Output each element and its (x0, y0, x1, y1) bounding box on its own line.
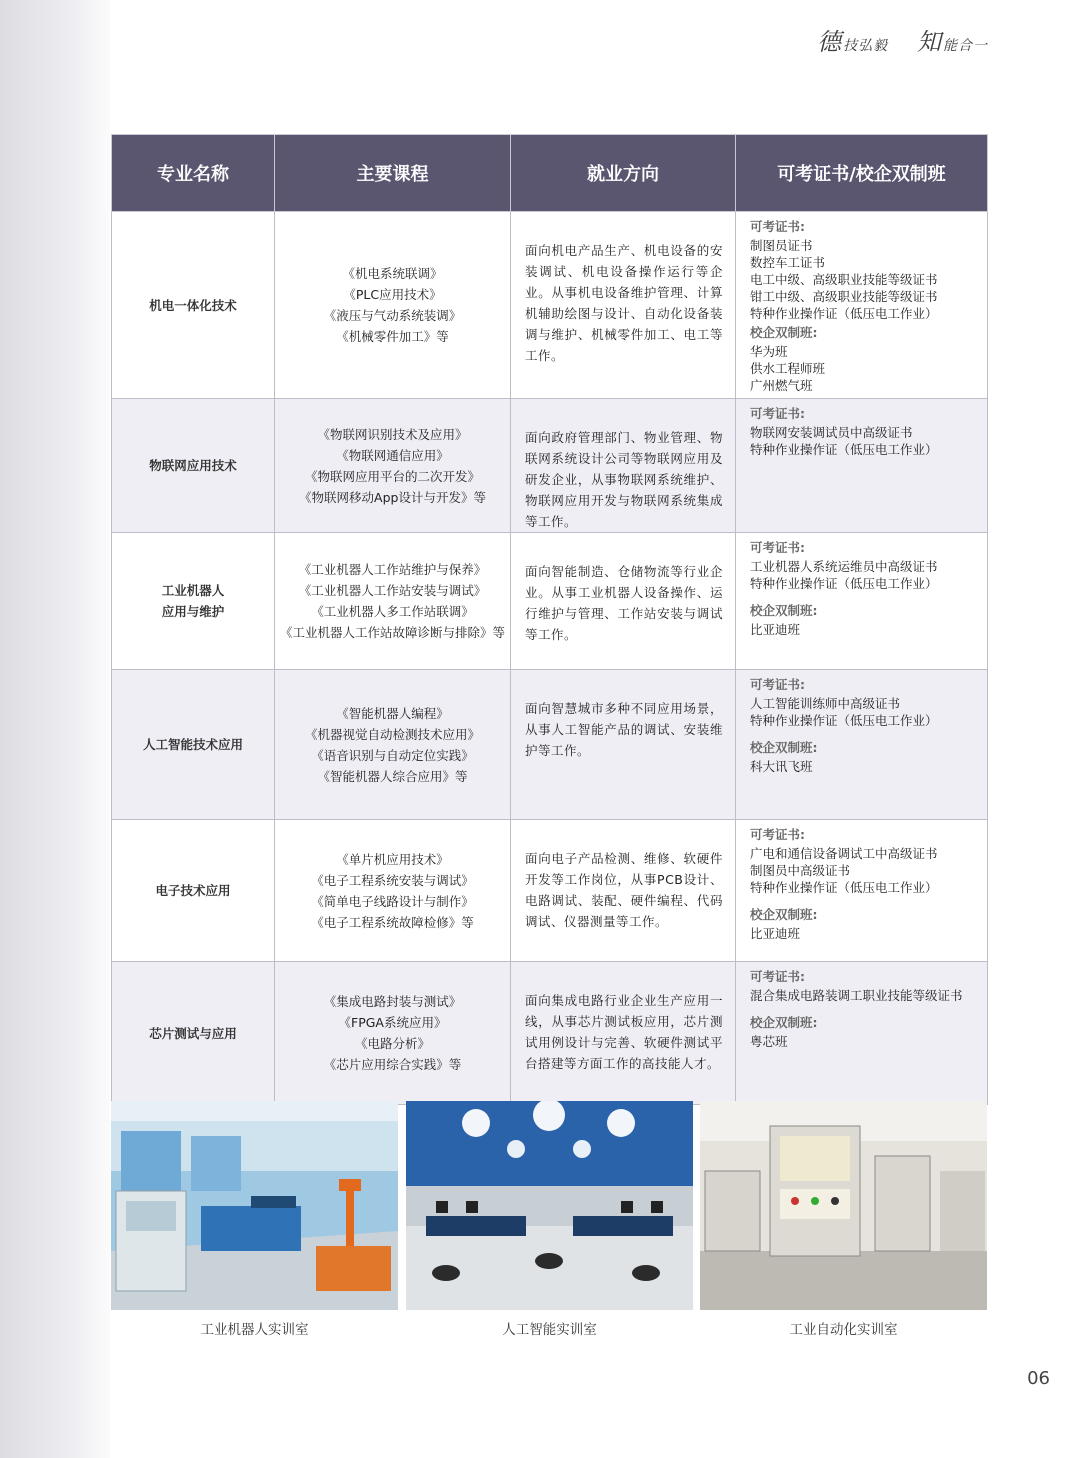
certificate-item: 数控车工证书 (750, 255, 826, 270)
career-direction-text: 面向集成电路行业企业生产应用一线，从事芯片测试板应用，芯片测试用例设计与完善、软硬件测试平台搭建等方面工作的高技能人才。 (525, 993, 723, 1071)
course-item: 《智能机器人综合应用》等 (317, 768, 468, 784)
major-name: 电子技术应用 (155, 883, 231, 898)
certificate-item: 制图员证书 (750, 238, 813, 253)
courses-cell (275, 670, 511, 820)
major-name-cell (112, 533, 275, 670)
course-item: 《机电系统联调》 (342, 266, 443, 281)
major-name-cell (112, 670, 275, 820)
course-item: 《PLC应用技术》 (343, 287, 442, 302)
table-header-row (112, 135, 988, 212)
certificate-item: 广电和通信设备调试工中高级证书 (750, 846, 938, 861)
course-item: 《FPGA系统应用》 (338, 1015, 447, 1030)
joint-class-label: 校企双制班: (750, 907, 818, 922)
courses-cell (275, 962, 511, 1105)
major-name: 工业机器人 (161, 583, 225, 598)
course-item: 《电路分析》 (354, 1036, 430, 1051)
course-item: 《工业机器人工作站故障诊断与排除》等 (279, 625, 505, 640)
header-career-direction: 就业方向 (511, 135, 736, 212)
career-direction-text: 面向智慧城市多种不同应用场景，从事人工智能产品的调试、安装维护等工作。 (525, 701, 723, 758)
joint-class-label: 校企双制班: (750, 603, 818, 618)
career-direction-cell (511, 212, 736, 399)
certificate-item: 工业机器人系统运维员中高级证书 (750, 559, 938, 574)
certificates-cell (736, 533, 988, 670)
school-motto (817, 22, 988, 57)
page-number: 06 (1027, 1368, 1050, 1389)
certificate-item: 钳工中级、高级职业技能等级证书 (750, 289, 938, 304)
major-name: 应用与维护 (161, 604, 225, 619)
header-major-name: 专业名称 (112, 135, 275, 212)
major-name-cell (112, 962, 275, 1105)
certificate-item: 混合集成电路装调工职业技能等级证书 (750, 988, 963, 1003)
major-name-cell (112, 820, 275, 962)
certificate-label: 可考证书: (750, 540, 805, 555)
table-row (112, 212, 988, 399)
caption-automation-room: 工业自动化实训室 (789, 1322, 898, 1338)
courses-cell (275, 399, 511, 533)
automation-room-photo (700, 1101, 987, 1310)
course-item: 《电子工程系统安装与调试》 (311, 872, 474, 888)
course-item: 《工业机器人工作站安装与调试》 (298, 583, 487, 598)
certificate-label: 可考证书: (750, 969, 805, 984)
joint-class-label: 校企双制班: (750, 325, 818, 340)
courses-cell (275, 212, 511, 399)
major-name-cell (112, 212, 275, 399)
course-item: 《简单电子线路设计与制作》 (311, 893, 474, 909)
header-main-courses: 主要课程 (275, 135, 511, 212)
course-item: 《机械零件加工》等 (336, 329, 449, 344)
joint-class-item: 粤芯班 (750, 1034, 788, 1049)
career-direction-text: 面向电子产品检测、维修、软硬件开发等工作岗位，从事PCB设计、电路调试、装配、硬件编程、代码调试、仪器测量等工作。 (525, 851, 723, 929)
career-direction-cell (511, 820, 736, 962)
motto-char-2: 知 (917, 28, 943, 56)
certificate-item: 制图员中高级证书 (750, 863, 851, 878)
courses-cell (275, 820, 511, 962)
caption-industrial-robot-room: 工业机器人实训室 (200, 1322, 309, 1338)
joint-class-item: 华为班 (750, 344, 788, 359)
joint-class-item: 供水工程师班 (750, 361, 826, 376)
spacer (750, 1004, 979, 1012)
table-row (112, 399, 988, 533)
spacer (750, 592, 979, 600)
career-direction-cell (511, 962, 736, 1105)
certificate-label: 可考证书: (750, 677, 805, 692)
certificate-label: 可考证书: (750, 219, 805, 234)
joint-class-item: 比亚迪班 (750, 622, 801, 637)
industrial-robot-room-photo (111, 1101, 398, 1310)
major-name-cell (112, 399, 275, 533)
career-direction-text: 面向机电产品生产、机电设备的安装调试、机电设备操作运行等企业。从事机电设备维护管理、计算机辅助绘图与设计、自动化设备装调与维护、机械零件加工、电工等工作。 (525, 243, 723, 363)
certificate-item: 电工中级、高级职业技能等级证书 (750, 272, 938, 287)
certificate-item: 特种作业操作证（低压电工作业） (750, 880, 938, 895)
joint-class-item: 广州燃气班 (750, 378, 813, 393)
course-item: 《电子工程系统故障检修》等 (311, 914, 474, 930)
table-row (112, 962, 988, 1105)
motto-text-1: 技弘毅 (843, 38, 889, 54)
major-name: 芯片测试与应用 (149, 1025, 237, 1041)
training-room-photos (111, 1101, 987, 1311)
major-name: 物联网应用技术 (149, 458, 237, 473)
joint-class-item: 比亚迪班 (750, 926, 801, 941)
spacer (750, 729, 979, 737)
course-item: 《物联网通信应用》 (336, 447, 449, 463)
motto-char-1: 德 (817, 28, 844, 56)
header-certificates: 可考证书/校企双制班 (736, 135, 988, 212)
caption-ai-room: 人工智能实训室 (502, 1322, 597, 1338)
table-row (112, 533, 988, 670)
joint-class-item: 科大讯飞班 (750, 759, 813, 774)
course-item: 《机器视觉自动检测技术应用》 (304, 726, 480, 742)
certificate-item: 特种作业操作证（低压电工作业） (750, 576, 938, 591)
ai-room-photo (406, 1101, 693, 1310)
table-row (112, 820, 988, 962)
career-direction-text: 面向政府管理部门、物业管理、物联网系统设计公司等物联网应用及研发企业，从事物联网系统维护、物联网应用开发与物联网系统集成等工作。 (525, 430, 723, 529)
certificates-cell (736, 962, 988, 1105)
certificates-cell (736, 212, 988, 399)
course-item: 《物联网识别技术及应用》 (317, 426, 468, 442)
course-item: 《液压与气动系统装调》 (323, 308, 462, 323)
certificate-item: 物联网安装调试员中高级证书 (750, 425, 913, 440)
course-item: 《集成电路封装与测试》 (323, 994, 462, 1009)
major-name: 机电一体化技术 (149, 297, 237, 313)
spacer (750, 896, 979, 904)
certificates-cell (736, 670, 988, 820)
courses-cell (275, 533, 511, 670)
career-direction-cell (511, 670, 736, 820)
career-direction-text: 面向智能制造、仓储物流等行业企业。从事工业机器人设备操作、运行维护与管理、工作站安装与调试等工作。 (525, 564, 723, 642)
course-item: 《智能机器人编程》 (336, 705, 449, 721)
course-item: 《语音识别与自动定位实践》 (311, 747, 474, 763)
course-item: 《物联网移动App设计与开发》等 (299, 489, 486, 505)
certificates-cell (736, 820, 988, 962)
certificates-cell (736, 399, 988, 533)
course-item: 《单片机应用技术》 (336, 851, 449, 867)
left-gradient-band (0, 0, 110, 1458)
majors-table (111, 134, 988, 1105)
motto-text-2: 能合一 (943, 38, 988, 54)
certificate-item: 特种作业操作证（低压电工作业） (750, 713, 938, 728)
career-direction-cell (511, 533, 736, 670)
certificate-item: 特种作业操作证（低压电工作业） (750, 442, 938, 457)
major-name: 人工智能技术应用 (142, 737, 243, 752)
course-item: 《工业机器人多工作站联调》 (311, 604, 474, 619)
course-item: 《芯片应用综合实践》等 (323, 1057, 462, 1072)
joint-class-label: 校企双制班: (750, 1015, 818, 1030)
certificate-label: 可考证书: (750, 406, 805, 421)
certificate-label: 可考证书: (750, 827, 805, 842)
certificate-item: 人工智能训练师中高级证书 (750, 696, 901, 711)
joint-class-label: 校企双制班: (750, 740, 818, 755)
career-direction-cell (511, 399, 736, 533)
certificate-item: 特种作业操作证（低压电工作业） (750, 306, 938, 321)
course-item: 《工业机器人工作站维护与保养》 (298, 562, 487, 577)
table-row (112, 670, 988, 820)
course-item: 《物联网应用平台的二次开发》 (304, 468, 480, 484)
